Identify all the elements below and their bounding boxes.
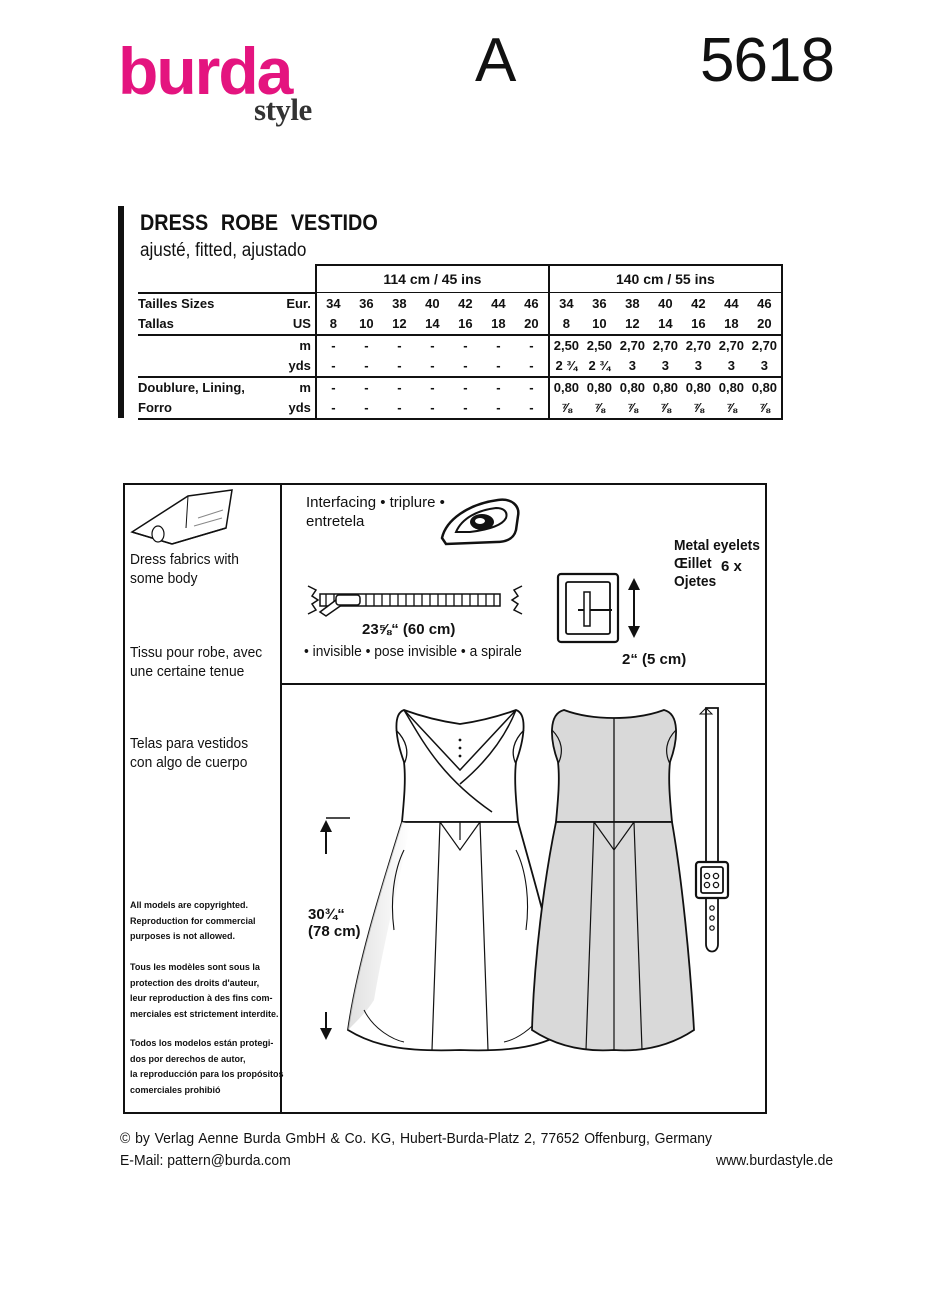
fabric-m: 2,70 (619, 338, 646, 353)
footer-copyright: © by Verlag Aenne Burda GmbH & Co. KG, Hubert-Burda-Platz 2, 77652 Offenburg, Germany (120, 1130, 713, 1147)
us-size: 16 (449, 314, 482, 335)
fabric-m: - (515, 335, 549, 356)
fabric-text-en (130, 550, 239, 588)
fabric-line: some body (130, 570, 198, 587)
eyelets-label (674, 537, 760, 591)
eyelets-line: Œillet (674, 555, 712, 572)
lining-yds: ⅞ (748, 398, 782, 419)
lining-m: 0,80 (652, 380, 679, 395)
copyright-note-fr (130, 960, 279, 1022)
page-title: DRESS ROBE VESTIDO (140, 210, 378, 235)
lining-m: - (496, 380, 501, 395)
us-size: 10 (350, 314, 383, 335)
note-line: All models are copyrighted. (130, 900, 249, 910)
eur-size: 42 (458, 295, 473, 311)
fabric-line: Telas para vestidos (130, 735, 249, 752)
fabric-yds: 2 ¾ (583, 356, 616, 377)
info-divider-horizontal (280, 683, 767, 685)
eur-size: 38 (625, 295, 640, 311)
lining-yds: - (316, 398, 350, 419)
fabric-m: - (364, 338, 369, 353)
lining-m: 0,80 (586, 380, 613, 395)
unit-m: m (299, 338, 311, 353)
us-label: US (245, 314, 316, 335)
eur-size: 46 (515, 293, 549, 314)
fabric-line: Dress fabrics with (130, 551, 239, 568)
eyelets-line: Ojetes (674, 573, 717, 590)
lining-m: - (463, 380, 468, 395)
pattern-number: 5618 (700, 26, 834, 95)
width-group-114: 114 cm / 45 ins (316, 265, 549, 293)
interfacing-line: entretela (306, 513, 365, 530)
lining-label: Doublure, Lining, (138, 380, 245, 395)
footer-website[interactable]: www.burdastyle.de (716, 1152, 834, 1169)
iron-icon (436, 494, 526, 548)
lining-m: - (316, 377, 350, 398)
us-size: 8 (549, 314, 583, 335)
garment-length-cm: (78 cm) (308, 923, 361, 940)
us-size: 10 (583, 314, 616, 335)
buckle-size: 2“ (5 cm) (622, 651, 687, 668)
lining-yds: - (515, 398, 549, 419)
fabric-yds: - (350, 356, 383, 377)
note-line: Reproduction for commercial (130, 915, 256, 926)
eur-size: 34 (316, 293, 350, 314)
us-size: 20 (748, 314, 782, 335)
fabric-yds: - (482, 356, 515, 377)
unit-yds: yds (245, 356, 316, 377)
lining-yds: - (350, 398, 383, 419)
fabric-m: - (316, 335, 350, 356)
lining-m: - (430, 380, 435, 395)
copyright-note-en (130, 898, 256, 945)
eur-size: 38 (392, 295, 407, 311)
sizes-label-es: Tallas (138, 314, 245, 335)
fabric-yds: - (316, 356, 350, 377)
fabric-yds: 3 (715, 356, 748, 377)
eur-size: 40 (425, 295, 440, 311)
fabric-m: 2,70 (652, 338, 679, 353)
note-line: merciales est strictement interdite. (130, 1008, 279, 1019)
us-size: 14 (649, 314, 682, 335)
footer-email[interactable]: E-Mail: pattern@burda.com (120, 1152, 291, 1169)
copyright-note-es (130, 1036, 284, 1098)
sizes-label: Tailles Sizes (138, 293, 245, 314)
lining-m: 0,80 (718, 380, 745, 395)
eyelets-qty: 6 x (721, 558, 742, 575)
fabric-m: 2,70 (748, 335, 782, 356)
fabric-yds: 3 (748, 356, 782, 377)
buckle-icon (556, 572, 646, 644)
note-line: Tous les modèles sont sous la (130, 962, 260, 972)
fabric-yds: 3 (616, 356, 649, 377)
us-size: 18 (482, 314, 515, 335)
fabric-m: 2,50 (553, 338, 580, 353)
note-line: dos por derechos de autor, (130, 1053, 246, 1064)
eur-size: 36 (359, 295, 374, 311)
fabric-yds: - (515, 356, 549, 377)
us-size: 20 (515, 314, 549, 335)
eur-size: 46 (748, 293, 782, 314)
fabric-yds: - (383, 356, 416, 377)
fabric-m: - (397, 338, 402, 353)
lining-yds: - (383, 398, 416, 419)
fabric-yds: 3 (649, 356, 682, 377)
note-line: leur reproduction à des fins com- (130, 993, 273, 1003)
lining-m: - (364, 380, 369, 395)
lining-unit-m: m (299, 380, 311, 395)
us-size: 16 (682, 314, 715, 335)
us-size: 14 (416, 314, 449, 335)
lining-label-es: Forro (138, 398, 245, 419)
fabric-m: 2,70 (685, 338, 712, 353)
lining-yds: - (482, 398, 515, 419)
belt-illustration (692, 704, 732, 962)
eur-size: 44 (724, 295, 739, 311)
fabric-line: con algo de cuerpo (130, 754, 248, 771)
brand-logo: burda (118, 34, 292, 108)
lining-unit-yds: yds (245, 398, 316, 419)
fabric-m: 2,70 (718, 338, 745, 353)
eur-size: 36 (592, 295, 607, 311)
eyelets-line: Metal eyelets (674, 537, 760, 554)
lining-m: - (515, 377, 549, 398)
dress-back-illustration (530, 700, 696, 1056)
zipper-length: 23⅝“ (60 cm) (362, 621, 456, 638)
fabric-m: - (496, 338, 501, 353)
fabric-bolt-icon (128, 488, 278, 548)
interfacing-line: Interfacing • triplure • (306, 494, 445, 511)
us-size: 18 (715, 314, 748, 335)
note-line: la reproducción para los propósitos (130, 1069, 284, 1079)
lining-yds: - (449, 398, 482, 419)
fabric-m: - (463, 338, 468, 353)
note-line: Todos los modelos están protegi- (130, 1038, 274, 1048)
title-bar (118, 206, 124, 418)
fabric-text-es (130, 734, 248, 772)
eur-size: 44 (491, 295, 506, 311)
fabric-yds: - (449, 356, 482, 377)
eur-size: 40 (658, 295, 673, 311)
us-size: 12 (383, 314, 416, 335)
page-subtitle: ajusté, fitted, ajustado (140, 240, 307, 261)
lining-m: - (397, 380, 402, 395)
brand-logo-sub: style (254, 92, 312, 127)
fabric-line: Tissu pour robe, avec (130, 644, 263, 661)
lining-m: 0,80 (619, 380, 646, 395)
fabric-yds: - (416, 356, 449, 377)
garment-length-in: 30¾“ (308, 906, 345, 923)
eur-label: Eur. (245, 293, 316, 314)
fabric-m: 2,50 (586, 338, 613, 353)
zipper-type: • invisible • pose invisible • a spirale (304, 643, 522, 660)
info-divider-vertical (280, 483, 282, 1114)
lining-yds: ⅞ (715, 398, 748, 419)
fabric-text-fr (130, 643, 262, 681)
fabric-line: une certaine tenue (130, 663, 245, 680)
eur-size: 42 (691, 295, 706, 311)
lining-yds: - (416, 398, 449, 419)
note-line: comerciales prohibió (130, 1084, 221, 1095)
lining-m: 0,80 (685, 380, 712, 395)
fabric-m: - (430, 338, 435, 353)
note-line: purposes is not allowed. (130, 931, 236, 941)
width-group-140: 140 cm / 55 ins (549, 265, 782, 293)
us-size: 8 (316, 314, 350, 335)
lining-yds: ⅞ (616, 398, 649, 419)
lining-m: 0,80 (553, 380, 580, 395)
zipper-icon (306, 582, 524, 618)
variant-letter: A (475, 26, 517, 95)
yardage-table (138, 264, 783, 420)
interfacing-label (306, 493, 445, 531)
eur-size: 34 (559, 295, 574, 311)
fabric-yds: 3 (682, 356, 715, 377)
lining-m: 0,80 (748, 377, 782, 398)
fabric-yds: 2 ¾ (549, 356, 583, 377)
lining-yds: ⅞ (583, 398, 616, 419)
note-line: protection des droits d'auteur, (130, 977, 260, 988)
lining-yds: ⅞ (649, 398, 682, 419)
us-size: 12 (616, 314, 649, 335)
lining-yds: ⅞ (682, 398, 715, 419)
lining-yds: ⅞ (549, 398, 583, 419)
